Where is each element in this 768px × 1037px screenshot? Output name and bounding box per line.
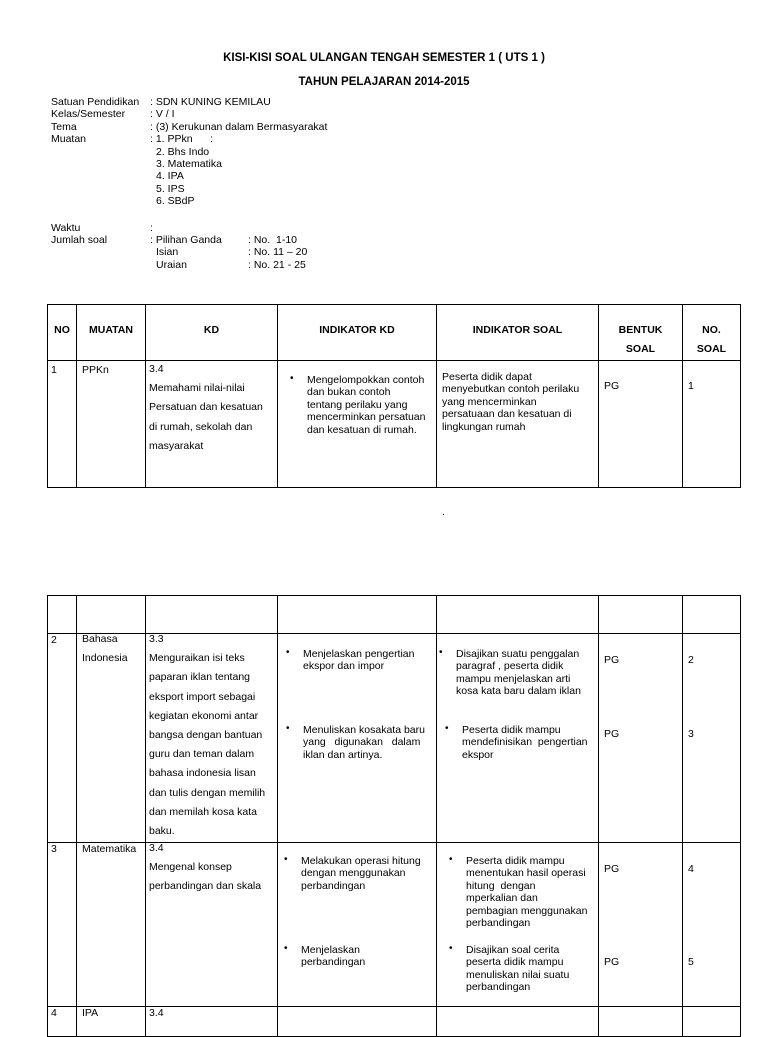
row-indikator-soal-a: Disajikan suatu penggalan paragraf , peserta didik mampu menjelaskan arti kosa kata baru dalam iklan bbox=[456, 648, 581, 698]
waktu-label: Waktu bbox=[51, 222, 81, 234]
table-row bbox=[48, 1007, 741, 1037]
info-label: Kelas/Semester bbox=[51, 108, 126, 121]
bullet-icon: • bbox=[284, 943, 288, 954]
info-label: Satuan Pendidikan bbox=[51, 96, 140, 108]
row-indikator-soal-b: Disajikan soal cerita peserta didik mampu menuliskan nilai suatu perbandingan bbox=[466, 944, 570, 994]
muatan-item: 4. IPA bbox=[156, 170, 184, 183]
row-no: 4 bbox=[51, 1007, 57, 1019]
info-value: : 1. PPkn : bbox=[150, 133, 214, 146]
table-row bbox=[48, 634, 741, 843]
header-indikator-kd: INDIKATOR KD bbox=[278, 305, 437, 361]
jumlah-no: : No. 21 - 25 bbox=[248, 258, 306, 271]
jumlah-types bbox=[150, 234, 222, 271]
row-no-soal: 1 bbox=[688, 380, 694, 392]
jumlah-type: Isian bbox=[156, 246, 179, 259]
document-subtitle: TAHUN PELAJARAN 2014-2015 bbox=[298, 76, 470, 88]
table-empty-header-row bbox=[48, 596, 741, 634]
bullet-icon: • bbox=[286, 723, 290, 734]
header-no-soal: NO. SOAL bbox=[683, 305, 741, 361]
info-value: : (3) Kerukunan dalam Bermasyarakat bbox=[150, 120, 328, 133]
info-labels bbox=[51, 96, 139, 146]
row-bentuk-b: PG bbox=[604, 956, 620, 968]
row-bentuk: PG bbox=[604, 380, 620, 392]
document-title: KISI-KISI SOAL ULANGAN TENGAH SEMESTER 1 ( UTS 1 ) bbox=[223, 52, 545, 64]
muatan-item: 3. Matematika bbox=[156, 158, 222, 171]
row-no: 1 bbox=[51, 364, 57, 376]
row-indikator-soal: Peserta didik dapat menyebutkan contoh perilaku yang mencerminkan persatuaan dan kesatuan di lingkungan rumah bbox=[442, 371, 580, 433]
row-no-soal-b: 5 bbox=[688, 956, 694, 968]
info-value: : V / I bbox=[150, 108, 175, 121]
header-no: NO bbox=[48, 305, 77, 361]
row-indikator-kd-b: Menjelaskan perbandingan bbox=[301, 944, 366, 969]
row-indikator-kd-a: Melakukan operasi hitung dengan menggunakan perbandingan bbox=[301, 855, 421, 892]
info-values bbox=[150, 96, 327, 208]
row-kd: 3.4 bbox=[149, 1007, 164, 1019]
row-muatan: IPA bbox=[82, 1007, 99, 1019]
bullet-icon: • bbox=[439, 647, 443, 658]
kisi-table-1 bbox=[47, 304, 741, 518]
bullet-icon: • bbox=[290, 373, 294, 384]
bullet-icon: • bbox=[286, 647, 290, 658]
table-row bbox=[48, 361, 741, 488]
header-bentuk-soal: BENTUK SOAL bbox=[599, 305, 683, 361]
row-no-soal-b: 3 bbox=[688, 728, 694, 740]
waktu-value: : bbox=[150, 222, 153, 234]
bullet-icon: • bbox=[449, 943, 453, 954]
header-kd: KD bbox=[146, 305, 278, 361]
info-label: Muatan bbox=[51, 133, 87, 146]
kisi-table-2 bbox=[47, 595, 741, 1037]
row-no-soal-a: 2 bbox=[688, 654, 694, 666]
muatan-item: 6. SBdP bbox=[156, 195, 195, 208]
jumlah-no: : No. 11 – 20 bbox=[248, 246, 308, 259]
muatan-item: 2. Bhs Indo bbox=[156, 145, 210, 158]
row-kd: 3.3 Menguraikan isi teks paparan iklan tentang eksport import sebagai kegiatan ekonomi antar bangsa dengan bantuan guru dan teman dalam bahasa indonesia lisan dan tulis dengan memilih dan memilah kosa kata baku. bbox=[149, 633, 266, 838]
bullet-icon: • bbox=[445, 723, 449, 734]
jumlah-type: : Pilihan Ganda bbox=[150, 234, 222, 246]
row-no: 2 bbox=[51, 634, 57, 646]
row-bentuk-b: PG bbox=[604, 728, 620, 740]
row-bentuk-a: PG bbox=[604, 863, 620, 875]
row-indikator-kd: Mengelompokkan contoh dan bukan contoh tentang perilaku yang mencerminkan persatuan dan kesatuan di rumah. bbox=[307, 374, 426, 436]
header-indikator-soal: INDIKATOR SOAL bbox=[437, 305, 599, 361]
table-row bbox=[48, 843, 741, 1007]
row-kd: 3.4 Memahami nilai-nilai Persatuan dan kesatuan di rumah, sekolah dan masyarakat bbox=[149, 363, 263, 452]
row-muatan: PPKn bbox=[82, 364, 109, 376]
bullet-icon: • bbox=[284, 854, 288, 865]
row-muatan: Matematika bbox=[82, 843, 137, 855]
row-bentuk-a: PG bbox=[604, 654, 620, 666]
row-muatan: Bahasa Indonesia bbox=[82, 633, 128, 665]
row-no-soal-a: 4 bbox=[688, 863, 694, 875]
row-indikator-kd-a: Menjelaskan pengertian ekspor dan impor bbox=[303, 648, 415, 673]
bullet-icon: • bbox=[449, 854, 453, 865]
jumlah-label: Jumlah soal bbox=[51, 234, 108, 246]
muatan-item: 5. IPS bbox=[156, 182, 185, 195]
row-indikator-soal-b: Peserta didik mampu mendefinisikan pengertian ekspor bbox=[462, 724, 588, 761]
row-no: 3 bbox=[51, 843, 57, 855]
row-kd: 3.4 Mengenal konsep perbandingan dan skala bbox=[149, 842, 262, 893]
info-value: : SDN KUNING KEMILAU bbox=[150, 96, 271, 108]
table-header-row bbox=[48, 305, 741, 361]
jumlah-numbers bbox=[248, 234, 307, 271]
row-indikator-soal-a: Peserta didik mampu menentukan hasil operasi hitung dengan mperkalian dan pembagian menggunakan perbandingan bbox=[466, 855, 588, 930]
muatan-list bbox=[150, 146, 327, 208]
jumlah-no: : No. 1-10 bbox=[248, 234, 298, 246]
jumlah-type: Uraian bbox=[156, 258, 187, 271]
row-indikator-soal-dot: . bbox=[442, 506, 445, 518]
header-muatan: MUATAN bbox=[77, 305, 146, 361]
row-indikator-kd-b: Menuliskan kosakata baru yang digunakan dalam iklan dan artinya. bbox=[303, 724, 425, 761]
info-label: Tema bbox=[51, 120, 77, 133]
